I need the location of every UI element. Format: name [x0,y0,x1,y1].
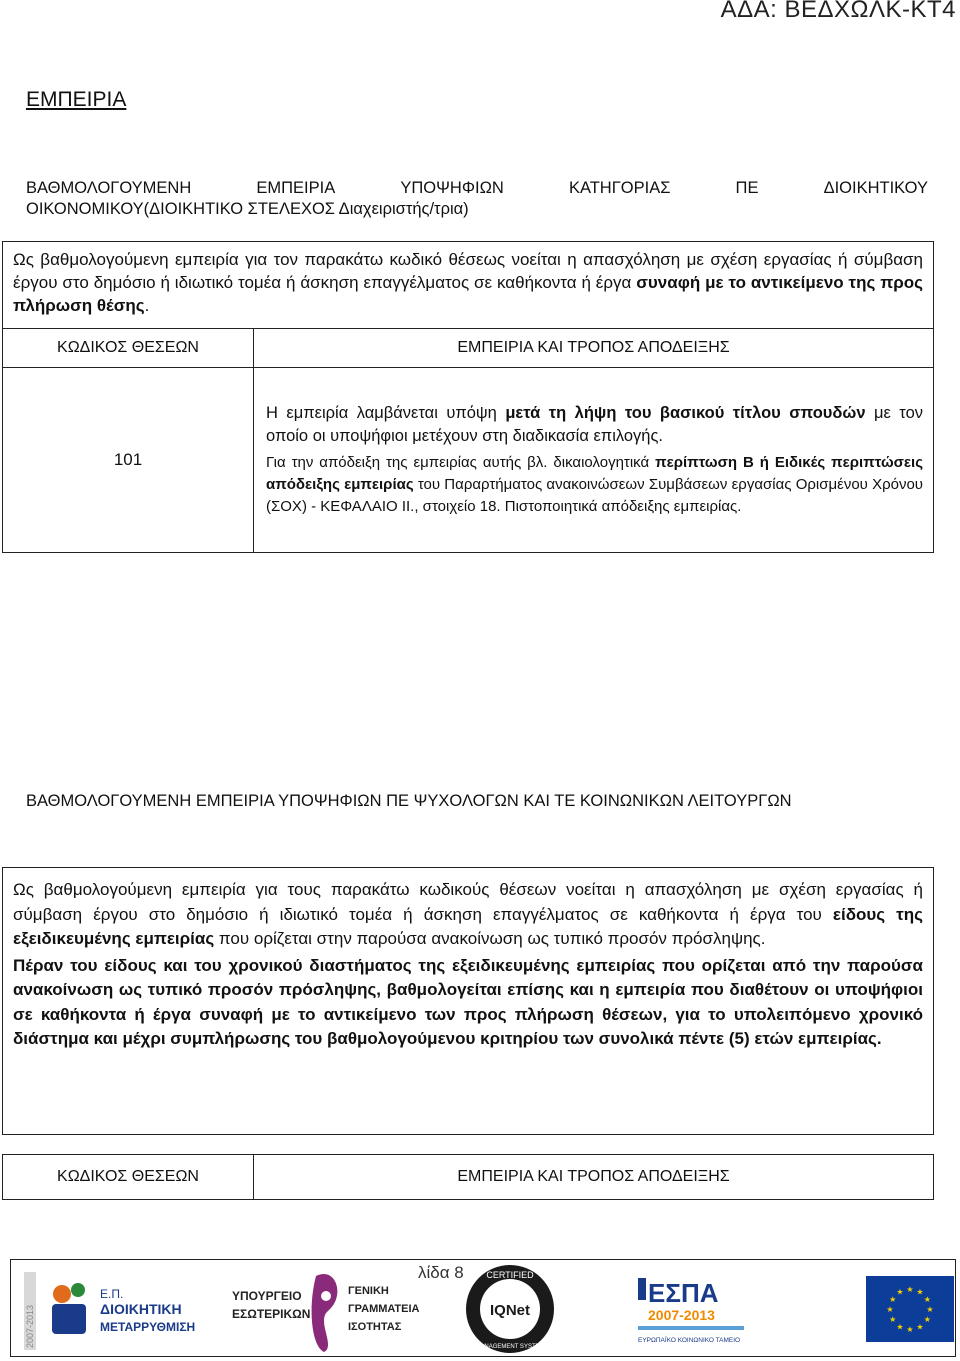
heading-word: ΕΜΠΕΙΡΙΑ [256,179,336,197]
experience-definition-box [2,241,934,329]
definition-end: . [144,296,150,315]
equality-secretariat-logo [306,1266,420,1354]
table-header-row [3,1155,934,1200]
eu-star-icon: ★ [916,1287,924,1297]
experience-table-2 [2,1154,934,1200]
heading-line-2: ΟΙΚΟΝΟΜΙΚΟΥ(ΔΙΟΙΚΗΤΙΚΟ ΣΤΕΛΕΧΟΣ Διαχειριστής/τρια) [26,200,469,218]
eu-star-icon: ★ [889,1295,897,1304]
eu-star-icon: ★ [923,1315,931,1324]
heading-word: ΔΙΟΙΚΗΤΙΚΟΥ [823,179,928,197]
logo2-line2: ΕΣΩΤΕΡΙΚΩΝ [232,1307,311,1321]
heading-administrative-experience [26,178,928,220]
espa-sub: ΕΥΡΩΠΑΪΚΟ ΚΟΙΝΩΝΙΚΟ ΤΑΜΕΙΟ [638,1337,741,1344]
column-header-codes: ΚΩΔΙΚΟΣ ΘΕΣΕΩΝ [3,1155,254,1200]
eu-star-icon: ★ [923,1295,931,1304]
definition2-text-end: που ορίζεται στην παρούσα ανακοίνωση ως τυπικό προσόν πρόσληψης. [214,929,766,948]
condition-text-end: με τον οποίο οι υποψήφιοι μετέχουν στη διαδικασία επιλογής. [266,404,923,445]
proof-text: Για την απόδειξη της εμπειρίας αυτής βλ. δικαιολογητικά [266,454,656,471]
iqnet-center: IQNet [489,1302,531,1319]
section-title: ΕΜΠΕΙΡΙΑ [26,88,127,111]
logo1-line1: Ε.Π. [100,1287,124,1301]
column-header-codes: ΚΩΔΙΚΟΣ ΘΕΣΕΩΝ [3,329,254,368]
iqnet-certified-logo [462,1262,558,1356]
eu-star-icon: ★ [906,1285,914,1294]
eu-star-icon: ★ [906,1325,914,1334]
eu-star-icon: ★ [886,1305,894,1314]
logo3-line1: ΓΕΝΙΚΗ [348,1285,389,1297]
administrative-reform-logo [20,1270,195,1354]
ministry-interior-logo [228,1278,311,1340]
experience-definition-text [3,242,933,317]
page-number: λίδα 8 [418,1263,464,1282]
ministry-interior-text [228,1278,311,1340]
iqnet-arc-top: CERTIFIED [486,1270,534,1280]
condition-text: Η εμπειρία λαμβάνεται υπόψη [266,404,506,422]
definition-bold: συναφή με το αντικείμενο της προς πλήρωση θέσης [13,273,923,315]
iqnet-seal [462,1262,558,1356]
column-header-experience: ΕΜΠΕΙΡΙΑ ΚΑΙ ΤΡΟΠΟΣ ΑΠΟΔΕΙΞΗΣ [254,1155,934,1200]
logo3-line3: ΙΣΟΤΗΤΑΣ [348,1321,402,1333]
proof-text-end: του Παραρτήματος ανακοινώσεων Συμβάσεων εργασίας Ορισμένου Χρόνου (ΣΟΧ) - ΚΕΦΑΛΑΙΟ ΙΙ., στοιχείο 18. Πιστοποιητικά απόδειξης εμπειρίας. [266,476,923,515]
heading-psychologists-experience: ΒΑΘΜΟΛΟΓΟΥΜΕΝΗ ΕΜΠΕΙΡΙΑ ΥΠΟΨΗΦΙΩΝ ΠΕ ΨΥΧΟΛΟΓΩΝ ΚΑΙ ΤΕ ΚΟΙΝΩΝΙΚΩΝ ΛΕΙΤΟΥΡΓΩΝ [26,792,792,810]
espa-emblem [636,1272,750,1352]
definition2-bold: είδους της εξειδικευμένης εμπειρίας [13,904,923,948]
logo1-line2: ΔΙΟΙΚΗΤΙΚΗ [100,1301,182,1317]
eu-star-icon: ★ [896,1322,904,1332]
equality-emblem [306,1266,420,1354]
condition-bold: μετά τη λήψη του βασικού τίτλου σπουδών [505,404,866,422]
eu-star-icon: ★ [926,1305,934,1314]
administrative-reform-emblem [20,1270,195,1354]
espa-years: 2007-2013 [648,1307,715,1323]
logo1-years: 2007-2013 [25,1304,35,1348]
position-code: 101 [3,368,254,553]
logo1-line3: ΜΕΤΑΡΡΥΘΜΙΣΗ [100,1320,196,1334]
experience-table-101 [2,328,934,553]
proof-bold: περίπτωση Β ή Ειδικές περιπτώσεις απόδειξης εμπειρίας [266,454,923,493]
table-row [3,368,934,553]
table-header-row [3,329,934,368]
definition2-text: Ως βαθμολογούμενη εμπειρία για τους παρακάτω κωδικούς θέσεων νοείται η απασχόληση με σχέση εργασίας ή σύμβαση έργου στο δημόσιο ή ιδιωτικό τομέα ή άσκηση επαγγέλματος σε καθήκοντα ή έργα του [13,880,923,924]
eu-star-icon: ★ [916,1322,924,1332]
logo2-line1: ΥΠΟΥΡΓΕΙΟ [232,1289,302,1303]
logo3-line2: ΓΡΑΜΜΑΤΕΙΑ [348,1303,420,1315]
eu-star-icon: ★ [889,1315,897,1324]
eu-flag-icon [866,1276,954,1342]
additional-experience-text: Πέραν του είδους και του χρονικού διαστήματος της εξειδικευμένης εμπειρίας που ορίζεται από την παρούσα ανακοίνωση ως τυπικό προσόν πρόσληψης, βαθμολογείται επίσης και η εμπειρία που διαθέτουν οι υποψήφιοι σε καθήκοντα ή έργα συναφή με το αντικείμενο των προς πλήρωση θέσεων, για το υπολειπόμενο χρονικό διάστημα και μέχρι συμπλήρωσης του βαθμολογούμενου κριτηρίου των συνολικά πέντε (5) ετών εμπειρίας. [13,955,923,1048]
heading-line-1 [26,178,928,199]
espa-main: ΕΣΠΑ [648,1278,719,1308]
heading-word: ΚΑΤΗΓΟΡΙΑΣ [568,179,671,197]
heading-word: ΥΠΟΨΗΦΙΩΝ [400,179,504,197]
iqnet-arc-bottom: MANAGEMENT SYSTEM [475,1344,545,1350]
espa-logo [636,1272,750,1352]
heading-word: ΠΕ [735,179,759,197]
experience-condition [266,402,923,448]
eu-flag-logo [866,1276,954,1342]
column-header-experience: ΕΜΠΕΙΡΙΑ ΚΑΙ ΤΡΟΠΟΣ ΑΠΟΔΕΙΞΗΣ [254,329,934,368]
document-code: ΑΔΑ: ΒΕΔΧΩΛΚ-ΚΤ4 [720,0,956,23]
experience-definition-text-2 [13,878,923,952]
experience-proof-cell [254,368,934,553]
definition-text: Ως βαθμολογούμενη εμπειρία για τον παρακάτω κωδικό θέσεως νοείται η απασχόληση με σχέση εργασίας ή σύμβαση έργου στο δημόσιο ή ιδιωτικό τομέα ή άσκηση επαγγέλματος σε καθήκοντα ή έργα [13,250,923,292]
heading-word: ΒΑΘΜΟΛΟΓΟΥΜΕΝΗ [26,179,192,197]
experience-definition-box-2 [2,867,934,1135]
experience-proof [266,452,923,518]
eu-star-icon: ★ [896,1287,904,1297]
